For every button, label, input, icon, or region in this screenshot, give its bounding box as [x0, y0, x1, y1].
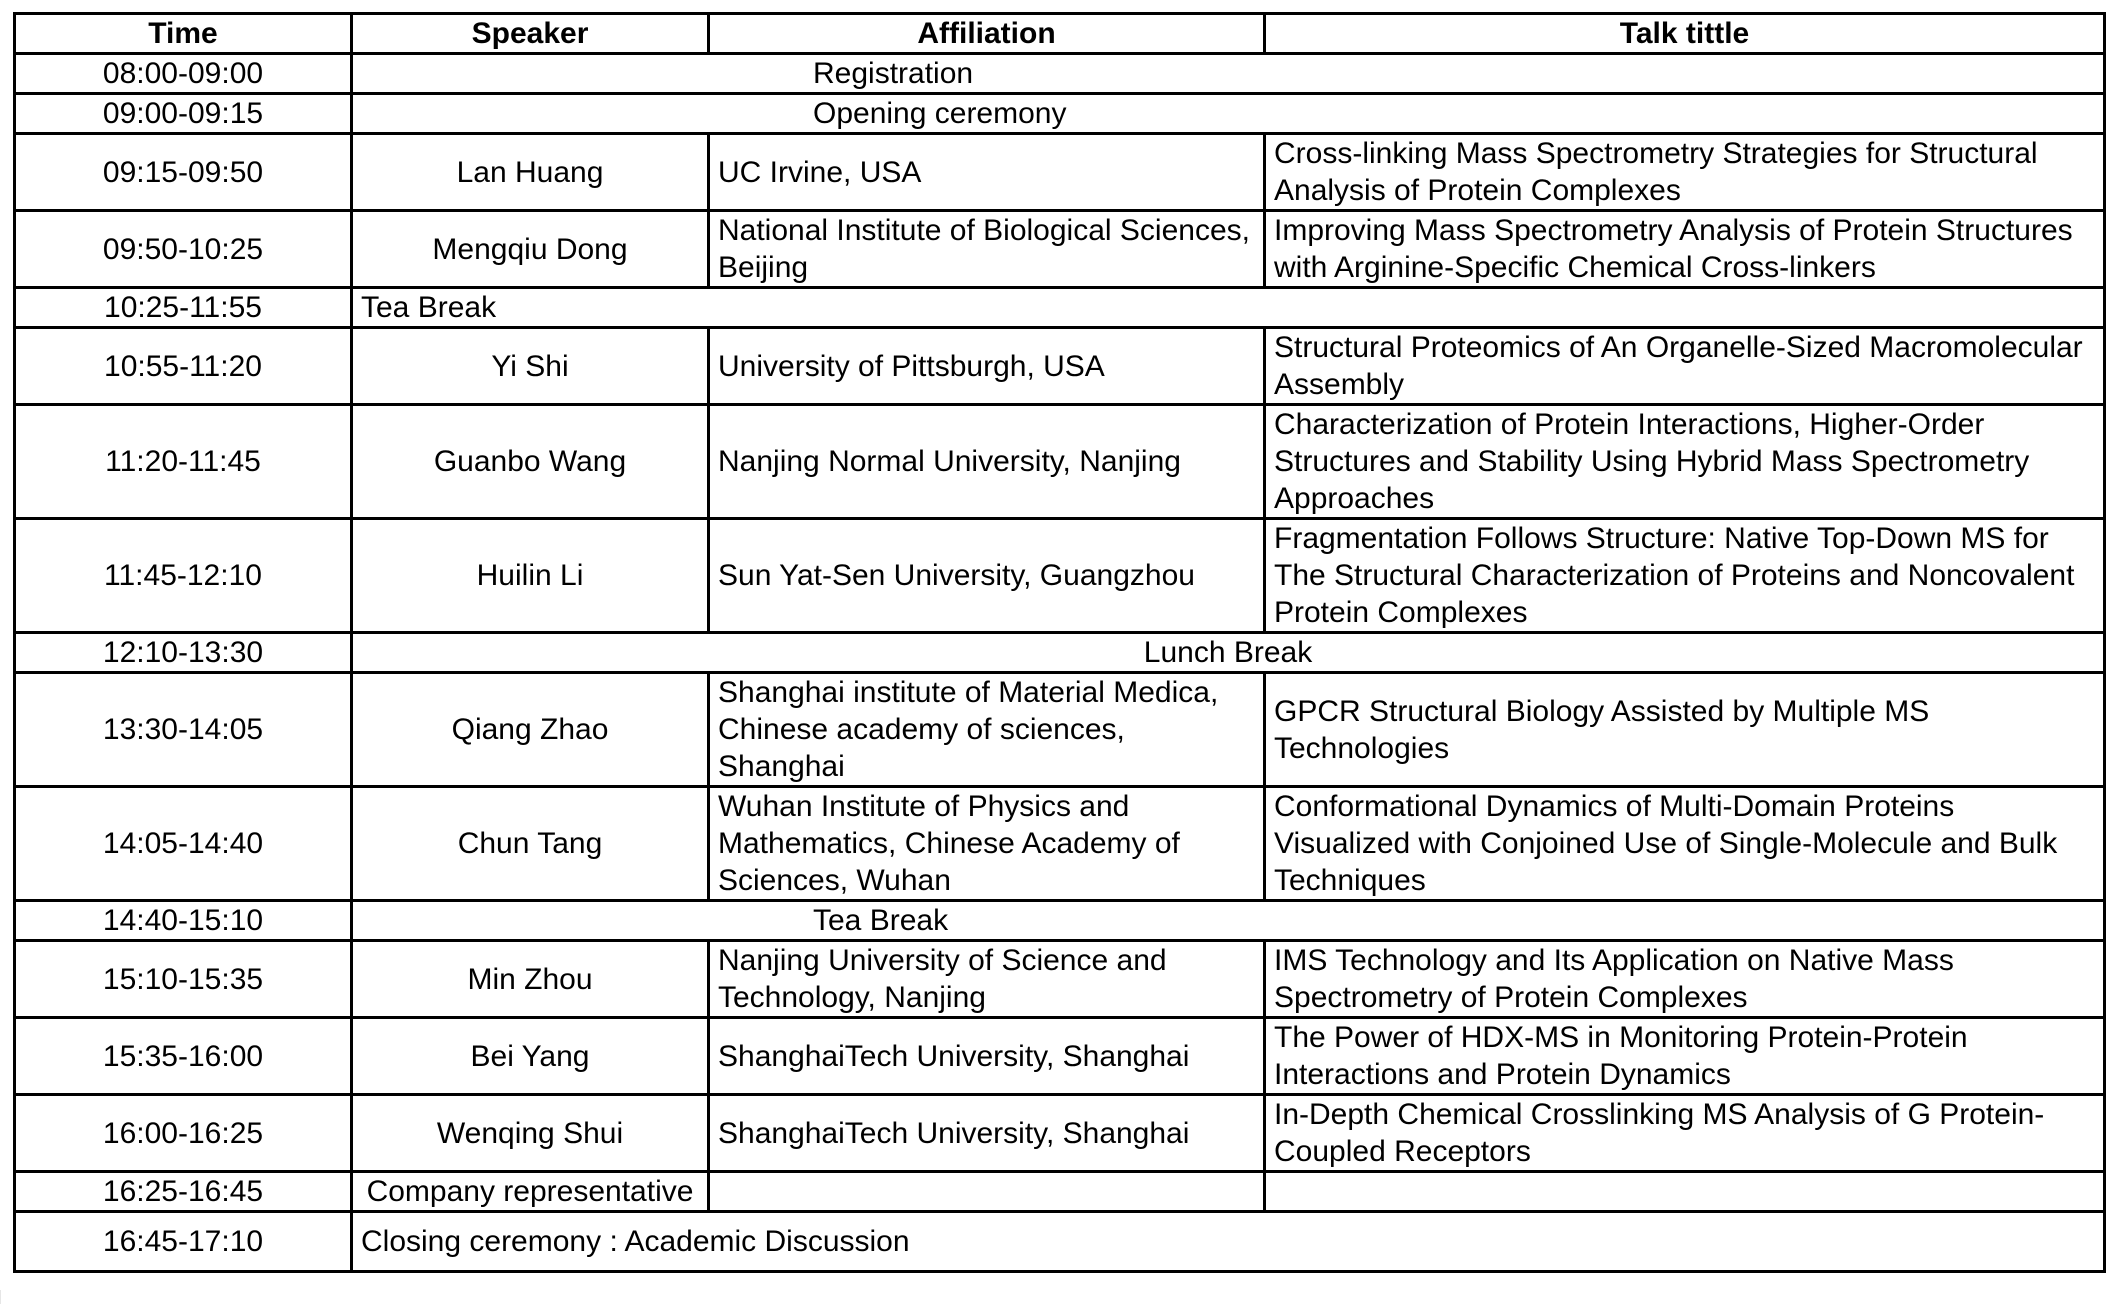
table-row	[15, 134, 2105, 211]
time-cell: 11:45-12:10	[15, 519, 352, 633]
speaker-cell: Company representative	[352, 1172, 709, 1212]
table-row	[15, 328, 2105, 405]
table-row	[15, 54, 2105, 94]
time-cell: 16:25-16:45	[15, 1172, 352, 1212]
time-cell: 09:50-10:25	[15, 211, 352, 288]
affiliation-cell	[709, 1172, 1265, 1212]
speaker-cell: Bei Yang	[352, 1018, 709, 1095]
time-cell: 08:00-09:00	[15, 54, 352, 94]
time-cell: 14:05-14:40	[15, 787, 352, 901]
speaker-cell: Qiang Zhao	[352, 673, 709, 787]
table-row	[15, 288, 2105, 328]
schedule-table	[13, 12, 2106, 1273]
span-cell: Registration	[352, 54, 2105, 94]
affiliation-cell: Sun Yat-Sen University, Guangzhou	[709, 519, 1265, 633]
table-row	[15, 633, 2105, 673]
time-cell: 13:30-14:05	[15, 673, 352, 787]
span-cell: Tea Break	[352, 288, 2105, 328]
talk-title-cell: The Power of HDX-MS in Monitoring Protein-Protein Interactions and Protein Dynamics	[1265, 1018, 2105, 1095]
header-talk-title: Talk tittle	[1265, 14, 2105, 54]
time-cell: 10:55-11:20	[15, 328, 352, 405]
time-cell: 12:10-13:30	[15, 633, 352, 673]
table-row	[15, 787, 2105, 901]
affiliation-cell: National Institute of Biological Sciences, Beijing	[709, 211, 1265, 288]
affiliation-cell: University of Pittsburgh, USA	[709, 328, 1265, 405]
speaker-cell: Guanbo Wang	[352, 405, 709, 519]
talk-title-cell: Structural Proteomics of An Organelle-Sized Macromolecular Assembly	[1265, 328, 2105, 405]
speaker-cell: Mengqiu Dong	[352, 211, 709, 288]
table-row	[15, 211, 2105, 288]
affiliation-cell: Nanjing Normal University, Nanjing	[709, 405, 1265, 519]
time-cell: 10:25-11:55	[15, 288, 352, 328]
affiliation-cell: UC Irvine, USA	[709, 134, 1265, 211]
span-cell: Tea Break	[352, 901, 2105, 941]
span-cell: Opening ceremony	[352, 94, 2105, 134]
time-cell: 16:45-17:10	[15, 1212, 352, 1272]
header-row	[15, 14, 2105, 54]
speaker-cell: Min Zhou	[352, 941, 709, 1018]
time-cell: 09:15-09:50	[15, 134, 352, 211]
table-row	[15, 941, 2105, 1018]
talk-title-cell: IMS Technology and Its Application on Native Mass Spectrometry of Protein Complexes	[1265, 941, 2105, 1018]
talk-title-cell: GPCR Structural Biology Assisted by Multiple MS Technologies	[1265, 673, 2105, 787]
table-row	[15, 94, 2105, 134]
table-row	[15, 901, 2105, 941]
talk-title-cell: Fragmentation Follows Structure: Native Top-Down MS for The Structural Characterization of Proteins and Noncovalent Protein Complexes	[1265, 519, 2105, 633]
table-row	[15, 405, 2105, 519]
time-cell: 16:00-16:25	[15, 1095, 352, 1172]
talk-title-cell: Characterization of Protein Interactions, Higher-Order Structures and Stability Using Hybrid Mass Spectrometry Approaches	[1265, 405, 2105, 519]
table-row	[15, 519, 2105, 633]
affiliation-cell: Wuhan Institute of Physics and Mathematics, Chinese Academy of Sciences, Wuhan	[709, 787, 1265, 901]
affiliation-cell: Shanghai institute of Material Medica, Chinese academy of sciences, Shanghai	[709, 673, 1265, 787]
time-cell: 15:10-15:35	[15, 941, 352, 1018]
talk-title-cell	[1265, 1172, 2105, 1212]
speaker-cell: Chun Tang	[352, 787, 709, 901]
header-affiliation: Affiliation	[709, 14, 1265, 54]
table-row	[15, 1095, 2105, 1172]
time-cell: 09:00-09:15	[15, 94, 352, 134]
table-row	[15, 1018, 2105, 1095]
affiliation-cell: ShanghaiTech University, Shanghai	[709, 1095, 1265, 1172]
speaker-cell: Wenqing Shui	[352, 1095, 709, 1172]
table-row	[15, 1212, 2105, 1272]
talk-title-cell: Cross-linking Mass Spectrometry Strategies for Structural Analysis of Protein Complexes	[1265, 134, 2105, 211]
affiliation-cell: ShanghaiTech University, Shanghai	[709, 1018, 1265, 1095]
speaker-cell: Lan Huang	[352, 134, 709, 211]
talk-title-cell: Conformational Dynamics of Multi-Domain Proteins Visualized with Conjoined Use of Single-Molecule and Bulk Techniques	[1265, 787, 2105, 901]
time-cell: 15:35-16:00	[15, 1018, 352, 1095]
time-cell: 11:20-11:45	[15, 405, 352, 519]
talk-title-cell: In-Depth Chemical Crosslinking MS Analysis of G Protein-Coupled Receptors	[1265, 1095, 2105, 1172]
talk-title-cell: Improving Mass Spectrometry Analysis of Protein Structures with Arginine-Specific Chemical Cross-linkers	[1265, 211, 2105, 288]
header-time: Time	[15, 14, 352, 54]
speaker-cell: Yi Shi	[352, 328, 709, 405]
span-cell: Lunch Break	[352, 633, 2105, 673]
sheet-gridline	[0, 1290, 2118, 1304]
header-speaker: Speaker	[352, 14, 709, 54]
time-cell: 14:40-15:10	[15, 901, 352, 941]
table-row	[15, 673, 2105, 787]
span-cell: Closing ceremony : Academic Discussion	[352, 1212, 2105, 1272]
affiliation-cell: Nanjing University of Science and Technology, Nanjing	[709, 941, 1265, 1018]
table-row	[15, 1172, 2105, 1212]
speaker-cell: Huilin Li	[352, 519, 709, 633]
